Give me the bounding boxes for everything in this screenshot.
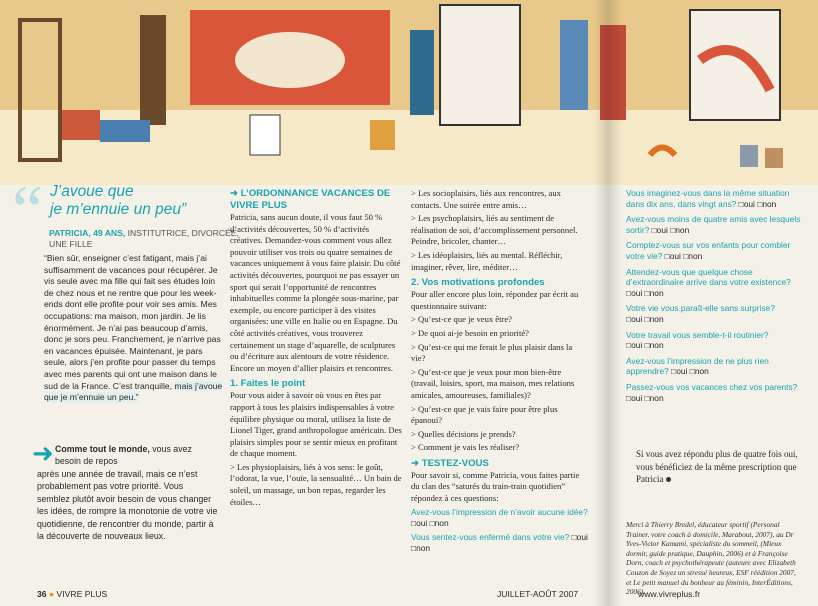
quiz-question: Vous imaginez-vous dans la même situation dans dix ans, dans vingt ans? □oui □non — [626, 188, 790, 209]
checkbox-oui[interactable]: □ — [738, 198, 744, 209]
byline: PATRICIA, 49 ANS, INSTITUTRICE, DIVORCÉE, UNE FILLE — [49, 228, 239, 249]
credits: Merci à Thierry Bredel, éducateur sportif (Personal Trainer, votre coach à domicile, Marabout, 2007), au Dr Yves-Victor Kamami, spécialiste du sommeil, (Mieux dormir, guide pratique, Dauphin, 2006) et à Françoise Dorn, coach et psychothérapeute (auteure avec Elizabeth Couzon de Soyez un stressé heureux, ESF réédition 2007, et Le petit manuel du bonheur au féminin, InterÉditions, 2006). — [626, 520, 796, 597]
checkbox-oui[interactable]: □ — [671, 366, 677, 377]
checkbox-oui[interactable]: □ — [626, 287, 632, 298]
checkbox-non[interactable]: □ — [670, 224, 676, 235]
checkbox-non[interactable]: □ — [644, 392, 650, 403]
answer-boxes: □oui □non — [626, 313, 664, 324]
testimony-highlight: mais j’avoue que je m’ennuie un peu.” — [44, 380, 223, 403]
quote-mark: “ — [12, 172, 44, 249]
checkbox-oui[interactable]: □ — [626, 340, 632, 351]
quiz-question: Comptez-vous sur vos enfants pour combler votre vie? □oui □non — [626, 240, 791, 261]
quiz-question: Vous sentez-vous enfermé dans votre vie? □oui □non — [411, 531, 588, 554]
footer-page: 36 ● VIVRE PLUS — [37, 589, 108, 599]
footer-date: JUILLET-AOÛT 2007 — [497, 589, 579, 599]
answer-boxes: □oui □non — [671, 366, 709, 377]
checkbox-non[interactable]: □ — [644, 340, 650, 351]
bullet-icon: ● — [48, 589, 55, 599]
column-quiz — [626, 188, 802, 408]
quiz-question: Avez-vous moins de quatre amis avec lesquels sortir? □oui □non — [626, 214, 801, 235]
answer-boxes: □oui □non — [738, 198, 777, 209]
quiz-question: Avez-vous l’impression de n’avoir aucune idée? □oui □non — [411, 506, 588, 529]
quiz-question: Votre vie vous paraît-elle sans surprise? □oui □non — [626, 303, 775, 324]
column-ordonnance: ➜ L’ORDONNANCE VACANCES DE VIVRE PLUS Patricia, sans aucun doute, il vous faut 50 % d’activités découvertes, 50 % d’activités créatives. Demandez-vous comment vous allez pouvoir utiliser vos trois ou quatre semaines de vacances uniquement à vous faire plaisir. Du côté activités découvertes, pourquoi ne pas essayer un sport qui serait l’opportunité de rencontres inhabituelles comme la plongée sous-marine, par exemple, ou encore participer à des visites organisées: une ville en Italie ou en Espagne. Du côté activités créatives, vous trouverez certainement un stage d’aquarelle, de sculptures ou d’écriture aux alentours de votre résidence. Encore un moyen d’allier plaisirs et rencontres. 1. Faites le point Pour vous aider à savoir où vous en êtes par rapport à tous les plaisirs indispensables à votre équilibre physique ou moral, utilisez la liste de Lionel Tiger, grand anthropologue américain. Des plaisirs simples pour se sentir mieux en profitant de chaque moment. > Les physioplaisirs, liés à vos sens: le goût, l’odorat, la vue, l’ouïe, la sensualité… Un bain de soleil, un massage, un bon repas, regarder les étoiles… — [230, 188, 402, 507]
answer-boxes: □oui □non — [626, 287, 664, 298]
header-illustration — [0, 0, 818, 185]
answer-boxes: □oui □non — [651, 224, 690, 235]
footer-url: www.vivreplus.fr — [638, 589, 701, 599]
quiz-question: Avez-vous l’impression de ne plus rien apprendre? □oui □non — [626, 355, 769, 377]
checkbox-non[interactable]: □ — [644, 313, 650, 324]
checkbox-oui[interactable]: □ — [664, 250, 670, 261]
quiz-conclusion: Si vous avez répondu plus de quatre fois oui, vous bénéficiez de la même prescription que Patricia — [636, 449, 798, 484]
checkbox-non[interactable]: □ — [683, 250, 689, 261]
end-dot-icon — [666, 477, 671, 482]
comment-intro: Comme tout le monde, vous avez besoin de repos — [55, 444, 192, 467]
testimony: “Bien sûr, enseigner c’est fatigant, mais j’ai suffisamment de vacances pour récupérer. Je vis seule avec ma fille qui fait ses études loin de chez nous et ne rentre que pour les week-ends dont elle profite pour voir ses amis. Mes occupations: ma maison, mon jardin. Je lis énormément. Je n’ai pas beaucoup d’amis, donc je sors peu. Franchement, je n’arrive pas en vacances épuisée. Maintenant, je pars seule, alors j’en profite pour passer du temps avec mes parents qui ont une maison dans le sud de la France. C’est tranquille, mais j’avoue que je m’ennuie un peu.” — [44, 253, 223, 403]
checkbox-oui[interactable]: □ — [626, 313, 632, 324]
answer-boxes: □oui □non — [626, 340, 664, 351]
answer-boxes: □oui □non — [626, 392, 664, 403]
comment-body: après une année de travail, mais ce n’est probablement pas votre priorité. Vous semblez plutôt avoir besoin de vous changer les idées, de rompre la monotonie de votre vie quotidienne, de rencontrer du monde, partir à la découverte de nouveaux lieux. — [37, 469, 218, 542]
checkbox-non[interactable]: □ — [689, 366, 695, 377]
checkbox-oui[interactable]: □ — [626, 392, 632, 403]
checkbox-non[interactable]: □ — [757, 198, 763, 209]
quiz-question: Passez-vous vos vacances chez vos parents? □oui □non — [626, 381, 798, 403]
checkbox-non[interactable]: □ — [644, 287, 650, 298]
article-title: J’avoue que je m’ennuie un peu” — [50, 183, 187, 218]
quiz-question: Votre travail vous semble-t-il routinier? □oui □non — [626, 329, 769, 351]
arrow-icon: ➜ — [32, 438, 54, 468]
answer-boxes: □oui □non — [664, 250, 703, 261]
checkbox-oui[interactable]: □ — [651, 224, 657, 235]
column-motivations: > Les socioplaisirs, liés aux rencontres, aux contacts. Une soirée entre amis… > Les psychoplaisirs, liés au sentiment de réalisation de soi, d’accomplissement personnel. Peindre, bricoler, chanter… > Les idéoplaisirs, liés au mental. Réfléchir, imaginer, rêver, lire, méditer… 2. Vos motivations profondes Pour aller encore plus loin, répondez par écrit au questionnaire suivant: > Qu’est-ce que je veux être? > De quoi ai-je besoin en priorité? > Qu’est-ce qui me ferait le plus plaisir dans la vie? > Qu’est-ce que je veux pour mon bien-être (travail, loisirs, sport, ma maison, mes relations amicales, amoureuses, familiales)? > Qu’est-ce que je vais faire pour être plus épanoui? > Quelles décisions je prends? > Comment je vais les réaliser? ➜ TESTEZ-VOUS Pour savoir si, comme Patricia, vous faites partie du clan des “saturés du train-train quotidien” répondez à ces questions: Avez-vous l’impression de n’avoir aucune idée? □oui □non Vous sentez-vous enfermé dans votre vie? □oui □non — [411, 188, 588, 554]
quiz-question: Attendez-vous que quelque chose d’extraordinaire arrive dans votre existence? □oui □non — [626, 266, 791, 298]
